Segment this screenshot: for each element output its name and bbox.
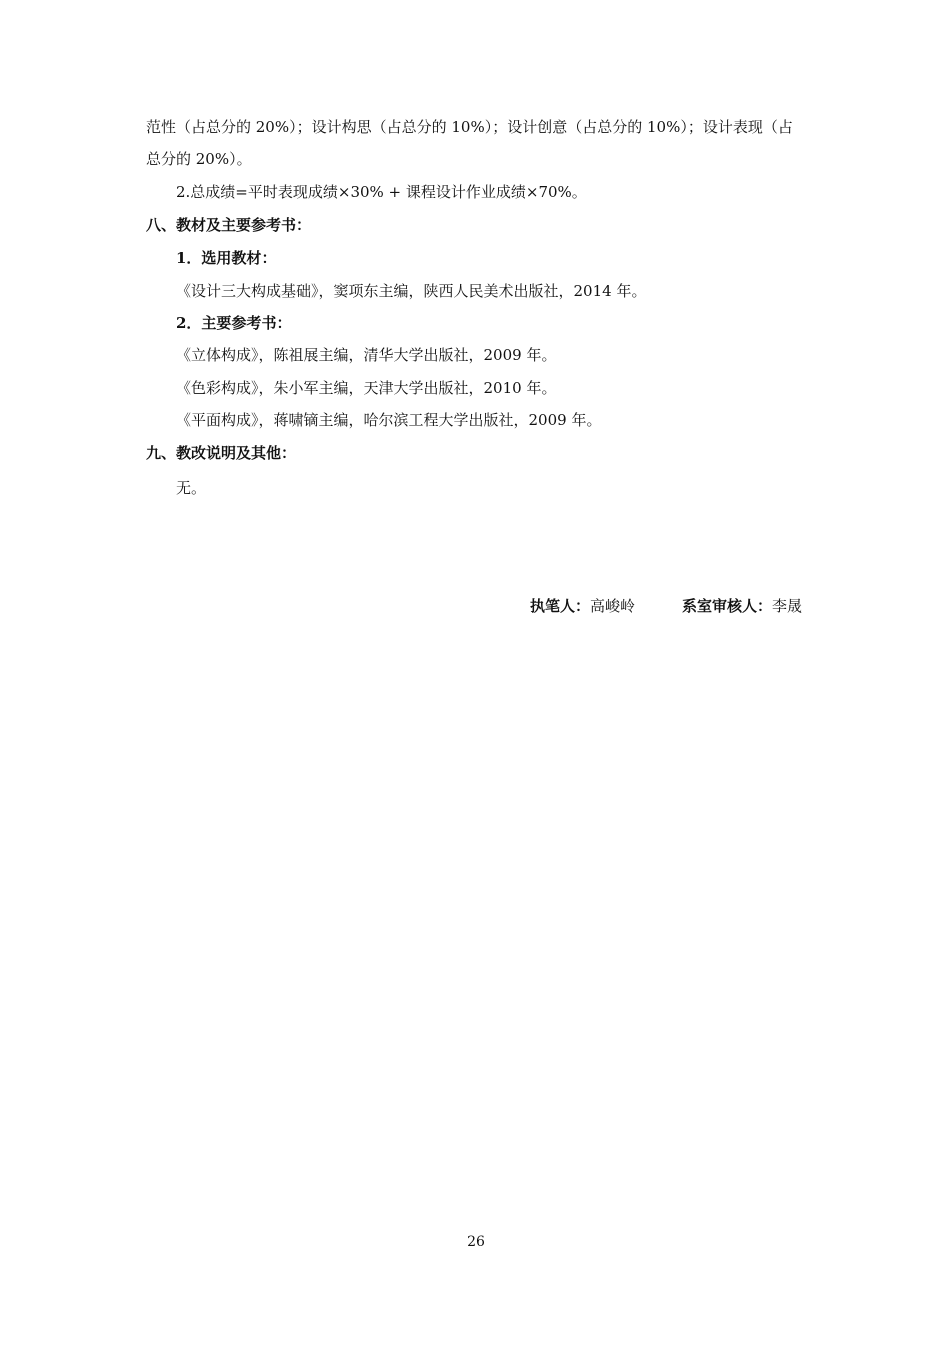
section-9-content: 无。 — [176, 479, 207, 497]
author-signature — [530, 596, 635, 616]
references-heading: 2．主要参考书： — [176, 314, 292, 332]
paragraph-total-score: 2.总成绩=平时表现成绩×30% + 课程设计作业成绩×70%。 — [176, 183, 587, 201]
reviewer-name: 李晟 — [772, 597, 803, 615]
reference-item-1: 《立体构成》，陈祖展主编，清华大学出版社，2009 年。 — [176, 346, 557, 364]
reviewer-signature — [682, 596, 802, 616]
section-8-heading: 八、教材及主要参考书： — [146, 216, 312, 234]
reference-item-2: 《色彩构成》，朱小军主编，天津大学出版社，2010 年。 — [176, 379, 557, 397]
section-9-heading: 九、教改说明及其他： — [146, 444, 297, 462]
reference-item-3: 《平面构成》，蒋啸镝主编，哈尔滨工程大学出版社，2009 年。 — [176, 411, 602, 429]
paragraph-grading-criteria-cont: 总分的 20%）。 — [146, 150, 252, 168]
textbook-entry: 《设计三大构成基础》，窦项东主编，陕西人民美术出版社，2014 年。 — [176, 282, 647, 300]
textbook-heading: 1．选用教材： — [176, 249, 277, 267]
author-name: 高峻岭 — [590, 597, 636, 615]
reviewer-label: 系室审核人： — [682, 597, 773, 615]
page-number: 26 — [467, 1234, 485, 1250]
author-label: 执笔人： — [530, 597, 591, 615]
paragraph-grading-criteria: 范性（占总分的 20%）；设计构思（占总分的 10%）；设计创意（占总分的 10%）；设计表现（占 — [146, 118, 793, 136]
